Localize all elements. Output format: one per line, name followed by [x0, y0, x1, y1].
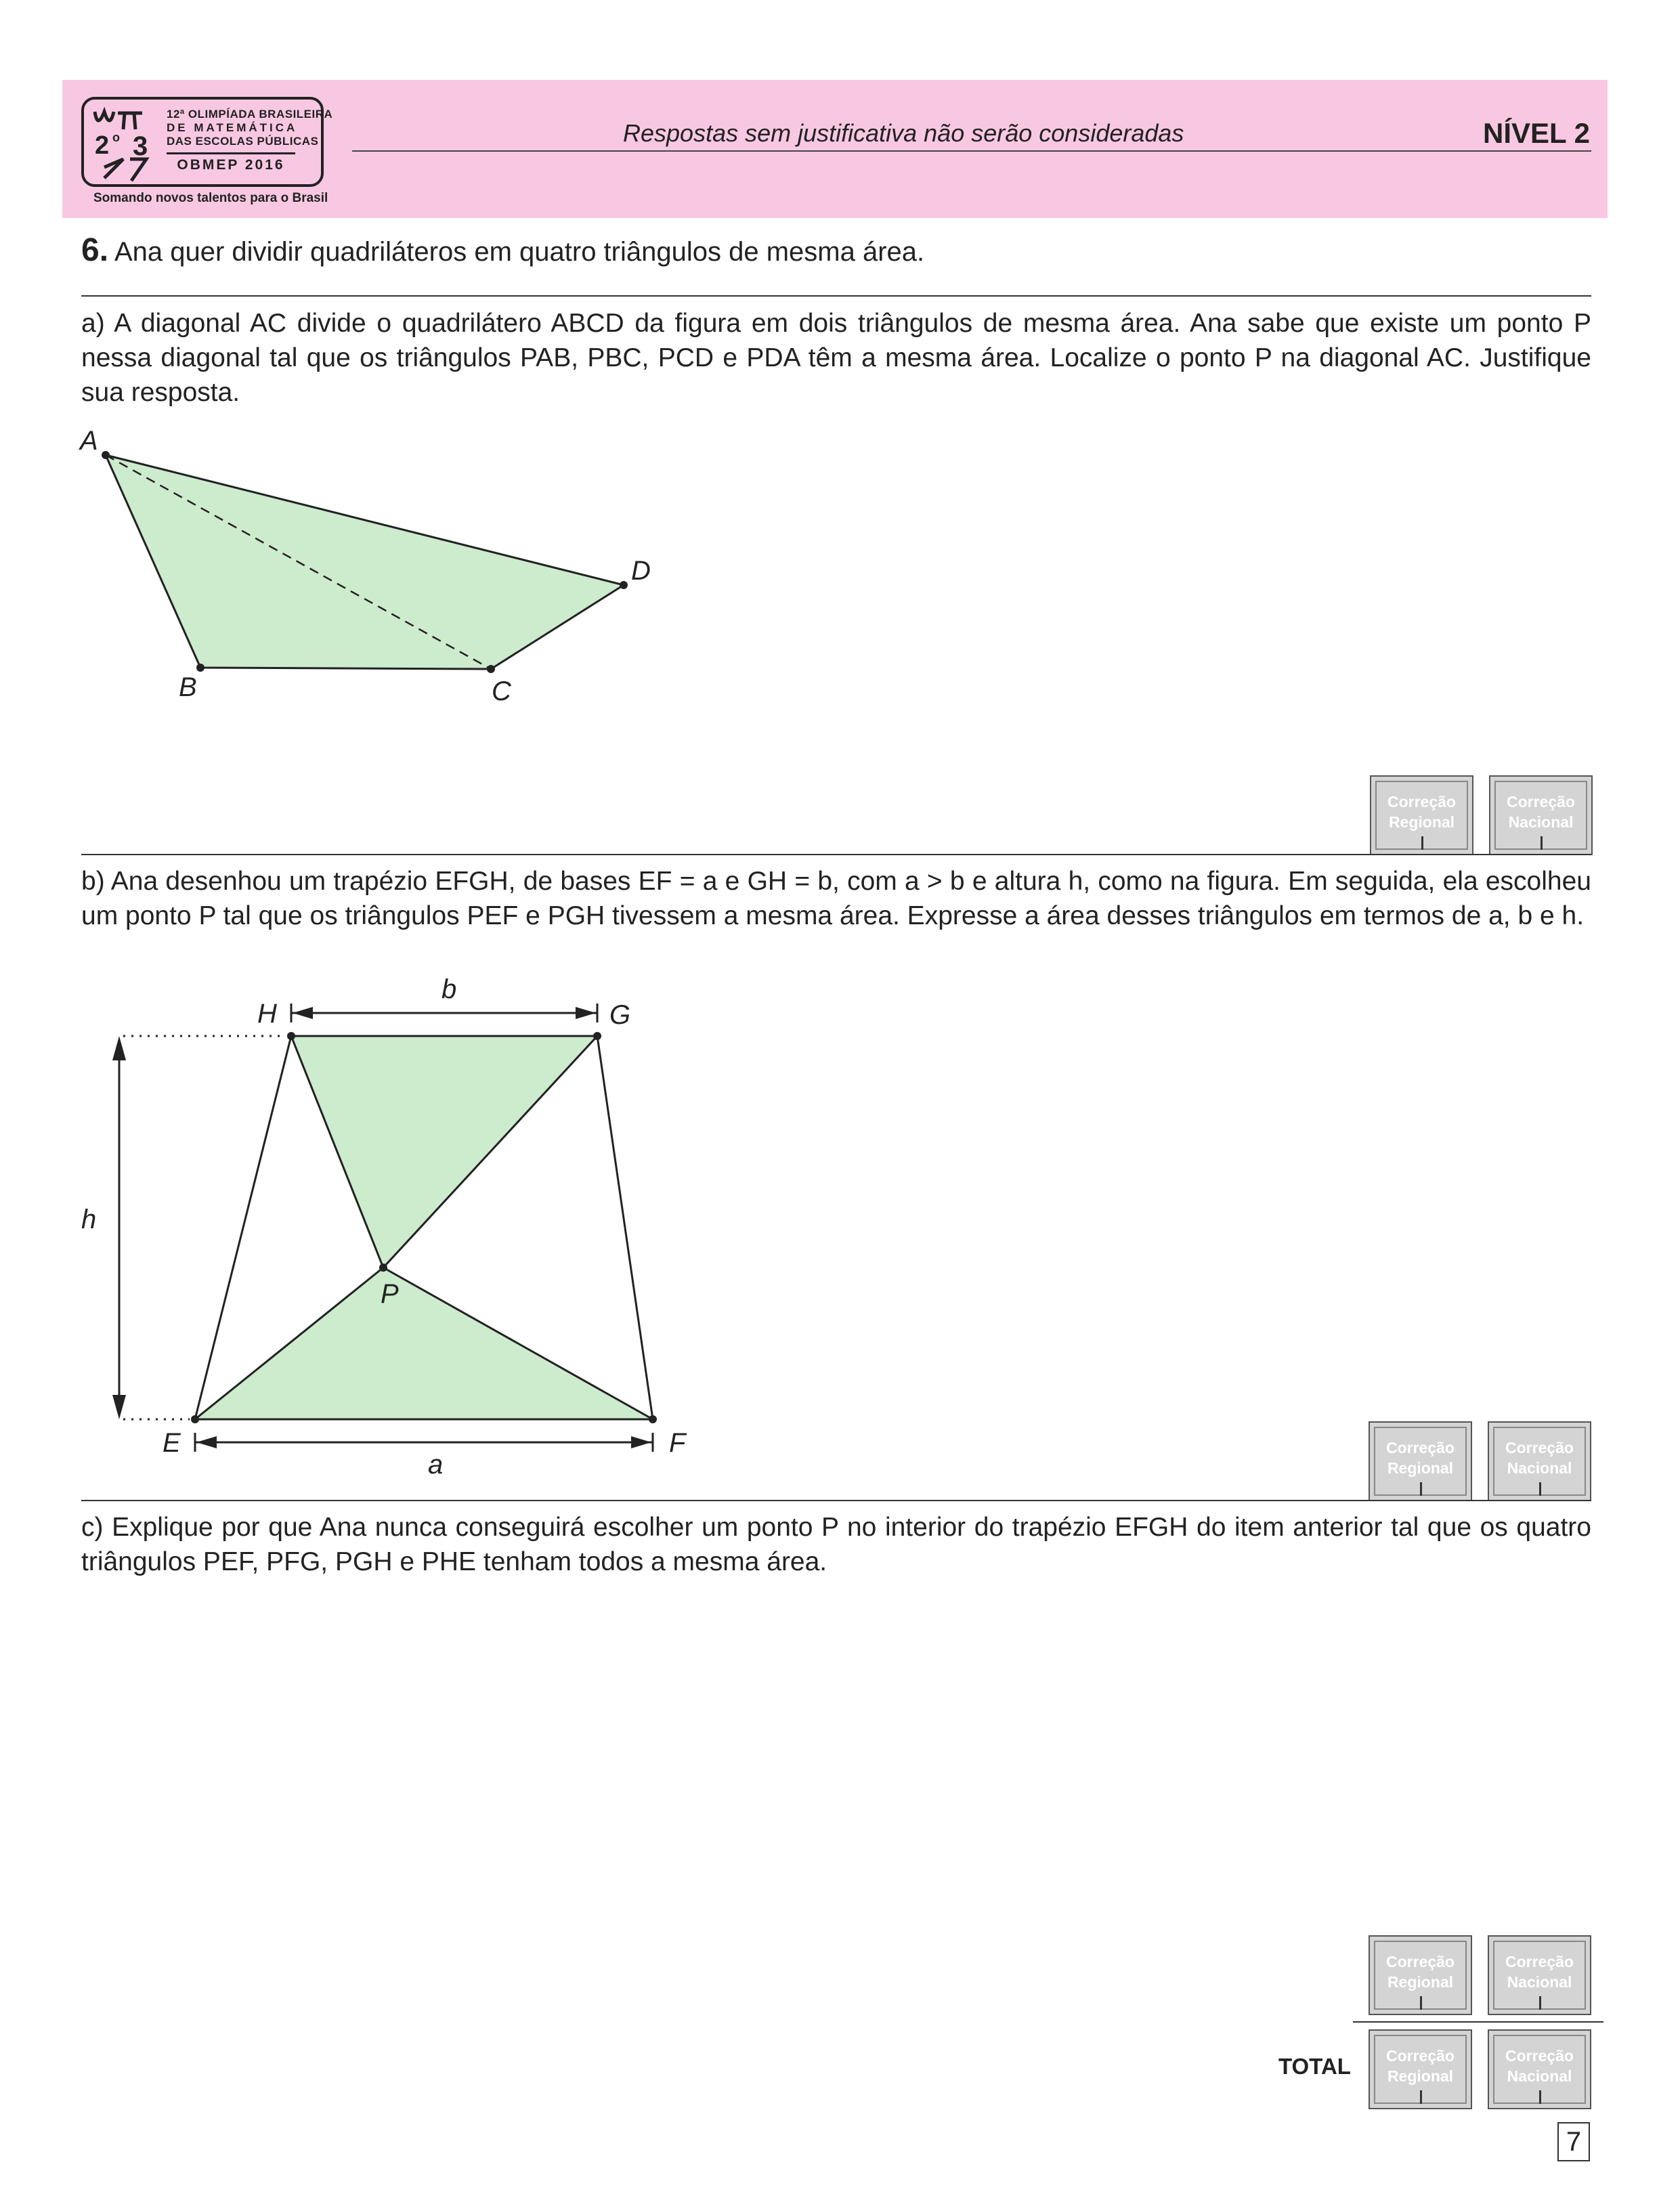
label-c: C — [492, 676, 511, 706]
label-a-length: a — [428, 1450, 444, 1480]
label-h-height: h — [81, 1205, 97, 1234]
grading-label-regional: Correção Regional — [1387, 793, 1456, 831]
part-a-text: a) A diagonal AC divide o quadrilátero ABCD da figura em dois triângulos de mesma área. Ana sabe que existe um ponto P nessa diagonal tal que os triângulos PAB, PBC, PCD e PDA têm a mesma área. Localize o ponto P na diagonal AC. Justifique sua resposta. — [81, 309, 1591, 407]
logo-edition-line3: DAS ESCOLAS PÚBLICAS — [167, 135, 319, 148]
header-subtitle: Respostas sem justificativa não serão consideradas — [623, 119, 1184, 147]
total-label: TOTAL — [1278, 2054, 1351, 2079]
grading-tick — [1420, 2090, 1422, 2104]
vertex-d — [620, 581, 628, 589]
label-f: F — [669, 1428, 686, 1458]
total-divider — [1353, 2021, 1603, 2023]
logo-tagline: Somando novos talentos para o Brasil — [93, 191, 328, 205]
divider — [81, 854, 1591, 855]
point-p — [379, 1264, 387, 1272]
vertex-a — [102, 451, 110, 459]
quadrilateral-abcd — [106, 455, 624, 669]
grading-label-regional: Correção Regional — [1386, 1439, 1455, 1477]
label-h-vertex: H — [257, 999, 277, 1029]
part-b-text: b) Ana desenhou um trapézio EFGH, de bases EF = a e GH = b, com a > b e altura h, como na figura. Em seguida, ela escolheu um ponto P tal que os triângulos PEF e PGH tivessem a mesma área. Expresse a área desses triângulos em termos de a, b e h. — [81, 867, 1591, 930]
level-label: NÍVEL 2 — [1483, 117, 1590, 149]
height-arrow-up-icon — [112, 1036, 126, 1060]
grading-box-regional — [1370, 775, 1473, 855]
vertex-b — [196, 664, 204, 672]
grading-tick — [1541, 836, 1543, 850]
question-statement: Ana quer dividir quadriláteros em quatro triângulos de mesma área. — [114, 237, 925, 267]
a-arrow-left-icon — [196, 1436, 217, 1448]
vertex-g — [593, 1032, 601, 1040]
grading-label-regional: Correção Regional — [1386, 2047, 1455, 2085]
grading-box-nacional — [1488, 1935, 1591, 2015]
svg-text:2: 2 — [95, 131, 110, 160]
grading-label-nacional: Correção Nacional — [1505, 1953, 1574, 1991]
grading-tick — [1539, 1996, 1541, 2010]
height-arrow-down-icon — [112, 1395, 126, 1419]
logo-text — [167, 108, 333, 173]
grading-label-nacional: Correção Nacional — [1505, 2047, 1574, 2085]
svg-text:o: o — [112, 131, 120, 144]
svg-text:3: 3 — [133, 131, 148, 161]
a-arrow-right-icon — [631, 1436, 651, 1448]
grading-box-total-regional — [1369, 2029, 1472, 2109]
label-a: A — [80, 426, 98, 456]
grading-tick — [1539, 2090, 1541, 2104]
vertex-c — [487, 665, 495, 673]
label-b: B — [179, 672, 197, 702]
figure-trapezoid-efgh — [68, 968, 718, 1496]
label-d: D — [631, 556, 651, 586]
label-b-length: b — [441, 974, 457, 1004]
header-rule — [352, 150, 1591, 152]
question-number: 6. — [81, 232, 109, 268]
grading-tick — [1539, 1482, 1541, 1496]
divider — [81, 295, 1591, 297]
grading-label-nacional: Correção Nacional — [1505, 1439, 1574, 1477]
obmep-logo — [81, 97, 333, 187]
grading-tick — [1421, 836, 1423, 850]
grading-label-regional: Correção Regional — [1386, 1953, 1455, 1991]
grading-tick — [1420, 1996, 1422, 2010]
triangle-pef — [195, 1268, 653, 1419]
grading-box-regional — [1369, 1421, 1472, 1501]
grading-tick — [1420, 1482, 1422, 1496]
grading-box-regional — [1369, 1935, 1472, 2015]
label-e: E — [163, 1428, 181, 1458]
grading-box-total-nacional — [1488, 2029, 1591, 2109]
page-number: 7 — [1557, 2122, 1590, 2161]
vertex-f — [649, 1415, 657, 1423]
logo-edition-line2: DE MATEMÁTICA — [167, 121, 298, 134]
grading-label-nacional: Correção Nacional — [1507, 793, 1575, 831]
grading-box-nacional — [1489, 775, 1593, 855]
logo-edition-line1: 12ª OLIMPÍADA BRASILEIRA — [167, 108, 333, 121]
logo-edition-name: OBMEP 2016 — [167, 152, 295, 173]
vertex-h — [287, 1032, 295, 1040]
figure-quadrilateral-abcd — [61, 420, 697, 711]
logo-math-glyphs-icon — [89, 102, 164, 184]
label-p: P — [381, 1279, 399, 1309]
triangle-pgh — [291, 1036, 597, 1268]
b-arrow-left-icon — [293, 1007, 313, 1019]
b-arrow-right-icon — [576, 1007, 596, 1019]
vertex-e — [191, 1415, 199, 1423]
part-c-text: c) Explique por que Ana nunca conseguirá escolher um ponto P no interior do trapézio EFGH do item anterior tal que os quatro triângulos PEF, PFG, PGH e PHE tenham todos a mesma área. — [81, 1513, 1591, 1576]
grading-box-nacional — [1488, 1421, 1591, 1501]
question-heading — [81, 233, 1591, 269]
label-g: G — [609, 1000, 631, 1030]
divider — [81, 1500, 1591, 1501]
